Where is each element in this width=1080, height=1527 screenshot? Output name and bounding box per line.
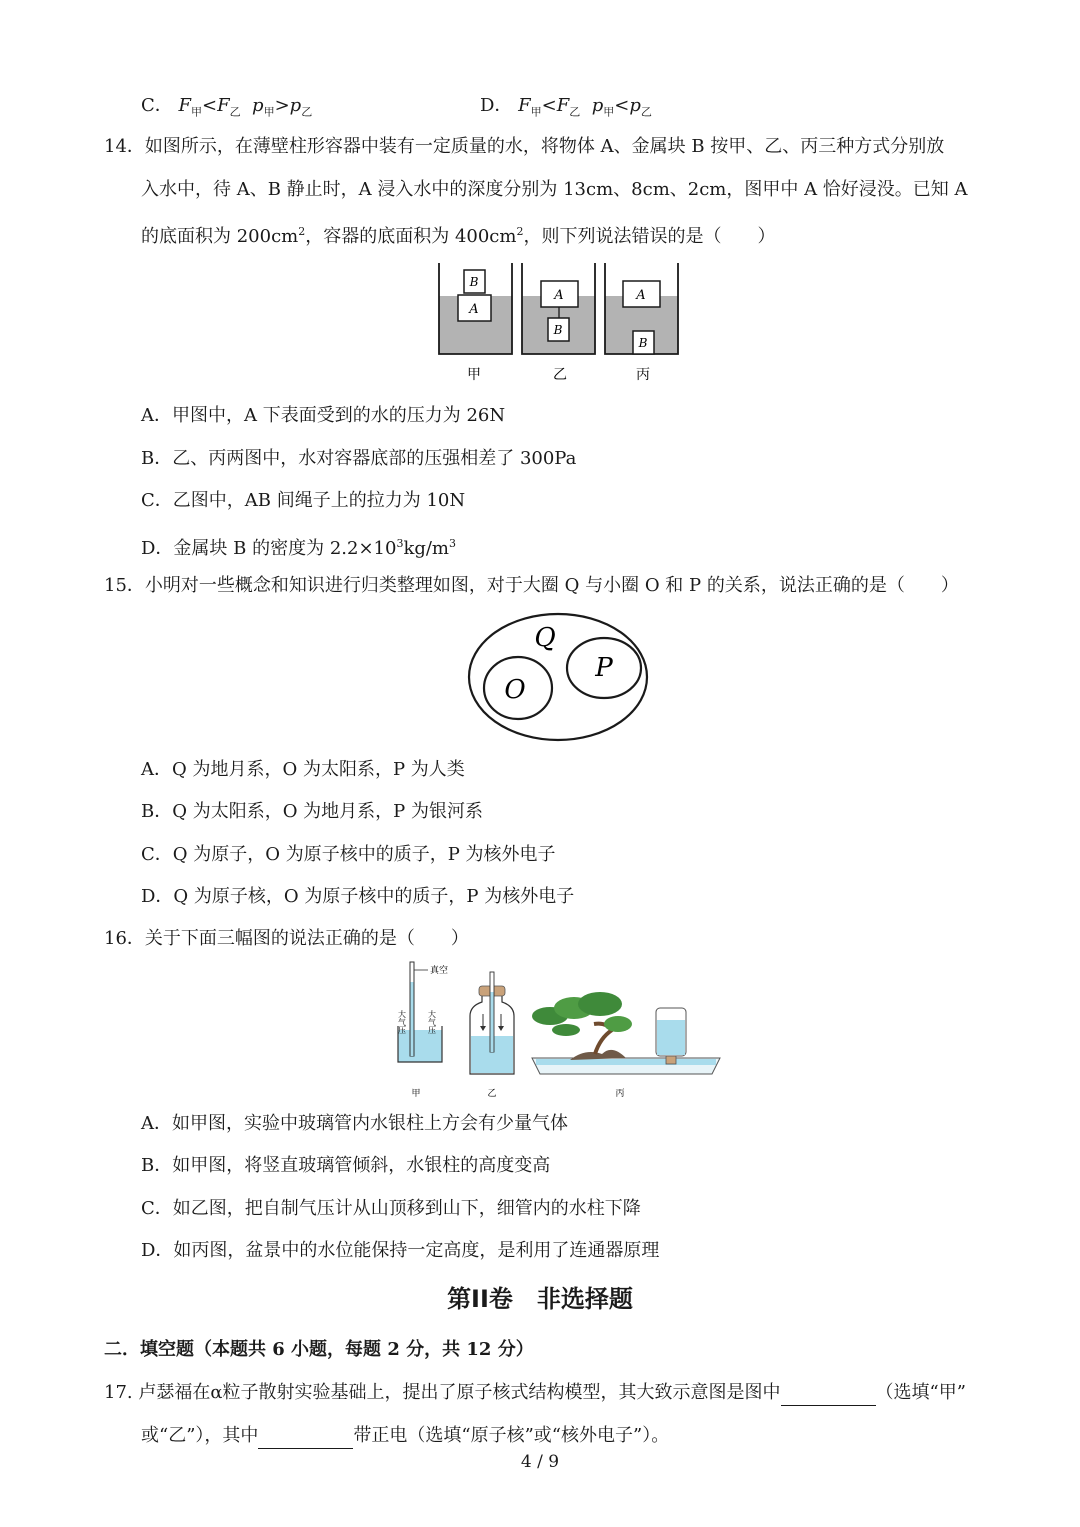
- q14-option-d: D．金属块 B 的密度为 $2.2\times 10^3kg/m^3$: [141, 537, 456, 559]
- svg-text:B: B: [553, 323, 563, 337]
- bonsai-waterer: [532, 992, 720, 1099]
- q15-venn-figure: [463, 612, 653, 744]
- label-bing: 丙: [636, 367, 650, 383]
- svg-text:A: A: [636, 288, 646, 303]
- q17-blank-2[interactable]: [258, 1428, 353, 1449]
- q17-blank-1[interactable]: [781, 1385, 876, 1406]
- label-q: Q: [534, 623, 556, 653]
- q14-stem-line1: 14．如图所示，在薄壁柱形容器中装有一定质量的水，将物体 A、金属块 B 按甲、乙、丙三种方式分别放: [104, 136, 945, 157]
- torricelli-barometer: [398, 962, 449, 1099]
- q17-line1: 17. 卢瑟福在α粒子散射实验基础上，提出了原子核式结构模型，其大致示意图是图中 （选填“甲”: [104, 1380, 966, 1406]
- q15-option-a: A．Q 为地月系，O 为太阳系，P 为人类: [141, 759, 465, 780]
- svg-text:B: B: [638, 336, 648, 350]
- q17-line2: 或“乙”），其中 带正电（选填“原子核”或“核外电子”）。: [141, 1423, 669, 1449]
- q16-stem: 16．关于下面三幅图的说法正确的是（ ）: [104, 928, 469, 949]
- homemade-barometer: [470, 972, 514, 1099]
- q16-option-b: B．如甲图，将竖直玻璃管倾斜，水银柱的高度变高: [141, 1155, 551, 1176]
- q16-option-d: D．如丙图，盆景中的水位能保持一定高度，是利用了连通器原理: [141, 1240, 660, 1261]
- label-jia: 甲: [467, 367, 481, 383]
- label-vacuum: 真空: [430, 966, 449, 976]
- svg-text:A: A: [554, 288, 564, 303]
- q15-option-c: C．Q 为原子，O 为原子核中的质子，P 为核外电子: [141, 844, 556, 865]
- q14-option-a: A．甲图中，A 下表面受到的水的压力为 26N: [141, 405, 506, 426]
- q15-option-b: B．Q 为太阳系，O 为地月系，P 为银河系: [141, 801, 484, 822]
- q14-container-figure: [430, 258, 690, 388]
- q14-stem-line2: 入水中，待 A、B 静止时，A 浸入水中的深度分别为 13cm、8cm、2cm，图甲中 A 恰好浸没。已知 A: [141, 179, 968, 200]
- q16-option-a: A．如甲图，实验中玻璃管内水银柱上方会有少量气体: [141, 1113, 568, 1134]
- label-o: O: [504, 675, 526, 705]
- label-bing: 丙: [615, 1089, 625, 1099]
- label-yi: 乙: [553, 367, 567, 383]
- q13-option-d: D． $F_甲<F_乙$ $p_甲<p_乙$: [480, 95, 652, 119]
- q15-stem: 15．小明对一些概念和知识进行归类整理如图，对于大圈 Q 与小圈 O 和 P 的关系，说法正确的是（ ）: [104, 575, 959, 596]
- q14-option-c: C．乙图中，AB 间绳子上的拉力为 10N: [141, 490, 466, 511]
- svg-text:A: A: [469, 302, 479, 317]
- q16-option-c: C．如乙图，把自制气压计从山顶移到山下，细管内的水柱下降: [141, 1198, 641, 1219]
- q14-stem-line3: 的底面积为 $200cm^2$，容器的底面积为 $400cm^2$，则下列说法错误的是（ ）: [141, 225, 776, 247]
- circle-q: [469, 614, 647, 740]
- q16-pressure-figure: [390, 958, 725, 1100]
- container-bing: [605, 263, 678, 354]
- label-p: P: [595, 653, 613, 683]
- part2-title: 第II卷 非选择题: [447, 1285, 633, 1313]
- q15-option-d: D．Q 为原子核，O 为原子核中的质子，P 为核外电子: [141, 886, 575, 907]
- container-jia: [439, 263, 512, 354]
- page-number: 4 / 9: [520, 1452, 560, 1472]
- label-atm-left: 大气压: [397, 1010, 407, 1034]
- section2-heading: 二．填空题（本题共 6 小题，每题 2 分，共 12 分）: [104, 1339, 534, 1360]
- container-yi: [522, 263, 595, 354]
- q13-option-c: C． $F_甲<F_乙$ $p_甲>p_乙$: [141, 95, 313, 119]
- label-jia: 甲: [411, 1089, 421, 1099]
- q14-option-b: B．乙、丙两图中，水对容器底部的压强相差了 300Pa: [141, 448, 577, 469]
- label-yi: 乙: [487, 1089, 497, 1099]
- label-atm-right: 大气压: [427, 1010, 437, 1034]
- svg-text:B: B: [469, 275, 479, 289]
